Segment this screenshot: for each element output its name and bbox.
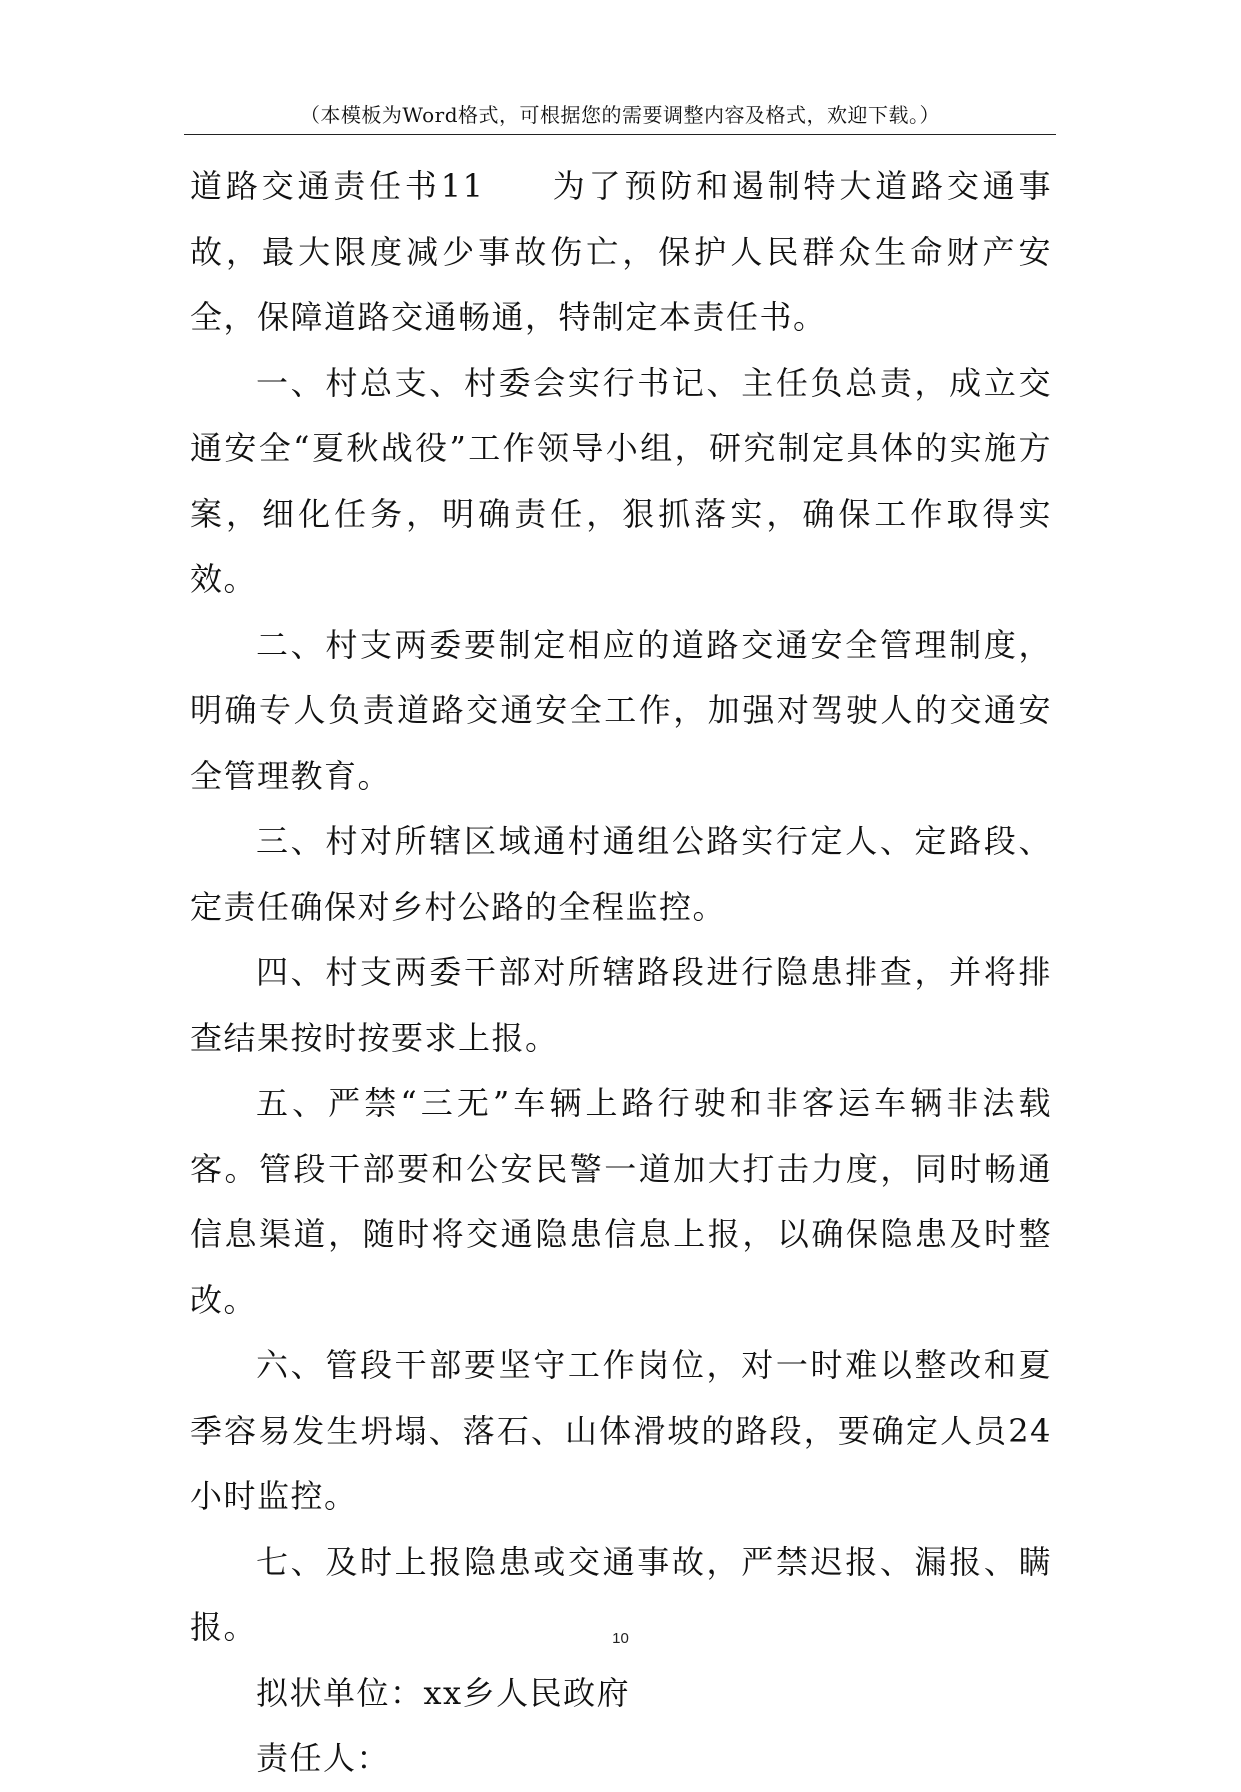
header-note: （本模板为Word格式，可根据您的需要调整内容及格式，欢迎下载。） bbox=[299, 103, 941, 127]
clause-paragraph-2: 二、村支两委要制定相应的道路交通安全管理制度，明确专人负责道路交通安全工作，加强对驾驶人的交通安全管理教育。 bbox=[190, 625, 1052, 795]
clause-paragraph-4: 四、村支两委干部对所辖路段进行隐患排查，并将排查结果按时按要求上报。 bbox=[190, 953, 1052, 1057]
header-divider bbox=[184, 134, 1056, 135]
issuer-line: 拟状单位：xx乡人民政府 bbox=[256, 1673, 631, 1712]
responsible-person-line: 责任人： bbox=[256, 1739, 391, 1777]
title-intro-paragraph bbox=[190, 154, 1052, 351]
clause-paragraph-6: 六、管段干部要坚守工作岗位，对一时难以整改和夏季容易发生坍塌、落石、山体滑坡的路段，要确定人员24小时监控。 bbox=[190, 1346, 1052, 1515]
clause-paragraph-5: 五、严禁“三无”车辆上路行驶和非客运车辆非法载客。管段干部要和公安民警一道加大打击力度，同时畅通信息渠道，随时将交通隐患信息上报，以确保隐患及时整改。 bbox=[190, 1084, 1052, 1319]
clause-paragraph-1: 一、村总支、村委会实行书记、主任负总责，成立交通安全“夏秋战役”工作领导小组，研究制定具体的实施方案，细化任务，明确责任，狠抓落实，确保工作取得实效。 bbox=[190, 363, 1052, 598]
document-title: 道路交通责任书11 bbox=[190, 167, 485, 205]
page-number: 10 bbox=[612, 1630, 629, 1647]
document-body bbox=[190, 154, 1052, 1792]
clause-paragraph-7: 七、及时上报隐患或交通事故，严禁迟报、漏报、瞒报。 bbox=[190, 1542, 1052, 1646]
clause-paragraph-3: 三、村对所辖区域通村通组公路实行定人、定路段、定责任确保对乡村公路的全程监控。 bbox=[190, 822, 1052, 926]
intro-text: 为了预防和遏制特大道路交通事故，最大限度减少事故伤亡，保护人民群众生命财产安全，保障道路交通畅通，特制定本责任书。 bbox=[190, 167, 1052, 336]
